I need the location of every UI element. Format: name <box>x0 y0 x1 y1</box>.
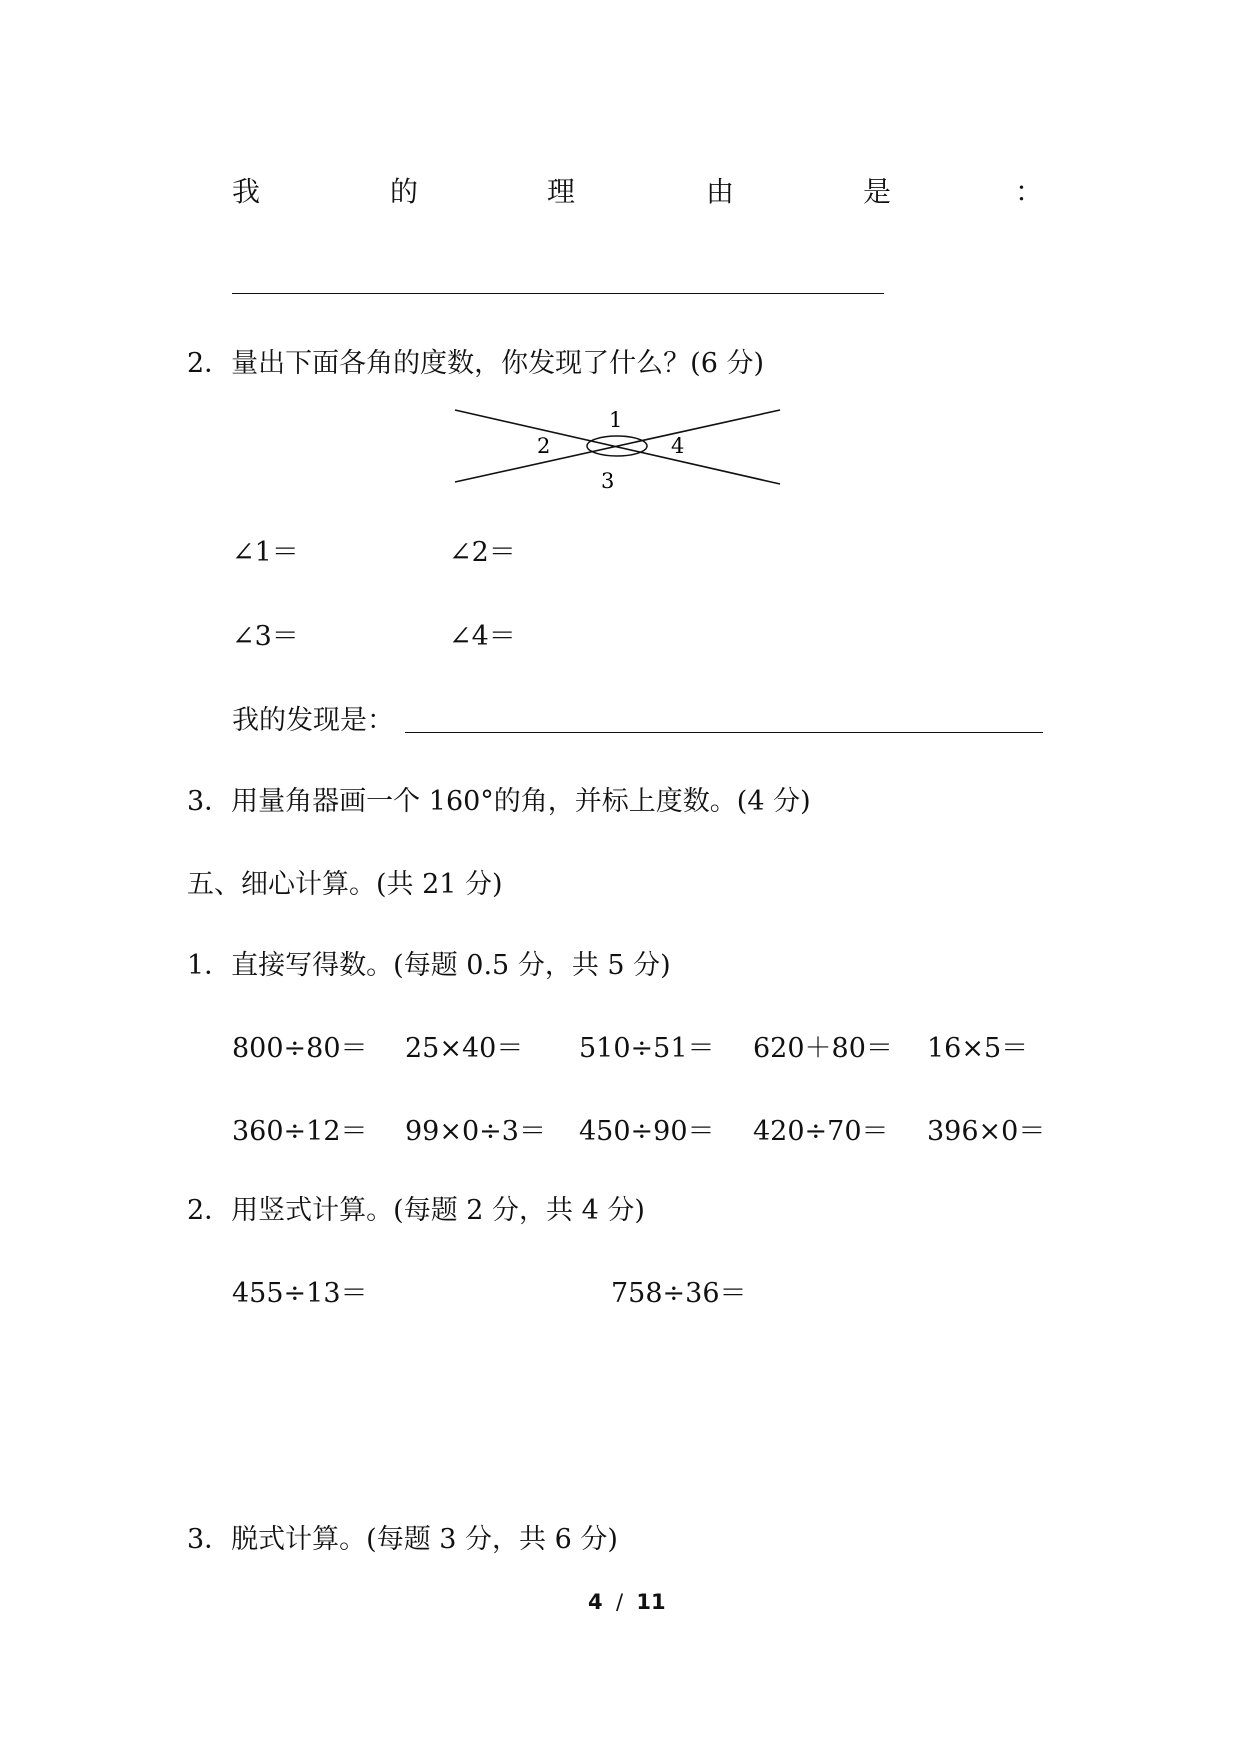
page-total: 11 <box>636 1590 666 1614</box>
reason-char: 我 <box>232 175 261 208</box>
mental-calc-item: 360÷12＝ <box>232 1116 368 1147</box>
section5-title: 五、细心计算。(共 21 分) <box>187 869 503 900</box>
q3-title: 3．用量角器画一个 160°的角，并标上度数。(4 分) <box>187 786 811 817</box>
angle3-answer: ∠3＝ <box>232 621 299 652</box>
s5q3-title: 3．脱式计算。(每题 3 分，共 6 分) <box>187 1524 618 1555</box>
vertical-calc-item: 455÷13＝ <box>232 1278 368 1309</box>
page-number <box>588 1592 666 1613</box>
q2-title: 2．量出下面各角的度数，你发现了什么？(6 分) <box>187 348 765 379</box>
mental-calc-item: 99×0÷3＝ <box>405 1116 546 1147</box>
mental-calc-item: 510÷51＝ <box>579 1033 715 1064</box>
mental-calc-item: 800÷80＝ <box>232 1033 368 1064</box>
page-separator: / <box>615 1590 624 1614</box>
discovery-label: 我的发现是： <box>232 705 394 736</box>
reason-char: 是 <box>863 175 892 208</box>
vertical-calc-item: 758÷36＝ <box>611 1278 747 1309</box>
intersecting-lines-figure <box>445 398 795 500</box>
reason-char: 由 <box>706 175 735 208</box>
figure-label-3: 3 <box>601 469 615 493</box>
angle4-answer: ∠4＝ <box>449 621 516 652</box>
reason-answer-line[interactable] <box>232 293 884 294</box>
figure-label-1: 1 <box>609 408 623 432</box>
mental-calc-item: 16×5＝ <box>927 1033 1029 1064</box>
reason-char: 理 <box>547 175 576 208</box>
s5q2-title: 2．用竖式计算。(每题 2 分，共 4 分) <box>187 1195 645 1226</box>
mental-calc-item: 396×0＝ <box>927 1116 1046 1147</box>
mental-calc-item: 420÷70＝ <box>753 1116 889 1147</box>
mental-calc-item: 450÷90＝ <box>579 1116 715 1147</box>
angle2-answer: ∠2＝ <box>449 537 516 568</box>
reason-char: ： <box>1015 175 1044 208</box>
angle1-answer: ∠1＝ <box>232 537 299 568</box>
discovery-answer-line[interactable] <box>405 732 1043 733</box>
mental-calc-item: 25×40＝ <box>405 1033 524 1064</box>
mental-calc-item: 620＋80＝ <box>753 1033 893 1064</box>
page-current: 4 <box>588 1590 603 1614</box>
reason-char: 的 <box>390 175 419 208</box>
figure-label-2: 2 <box>537 434 551 458</box>
figure-label-4: 4 <box>671 434 685 458</box>
s5q1-title: 1．直接写得数。(每题 0.5 分，共 5 分) <box>187 950 671 981</box>
